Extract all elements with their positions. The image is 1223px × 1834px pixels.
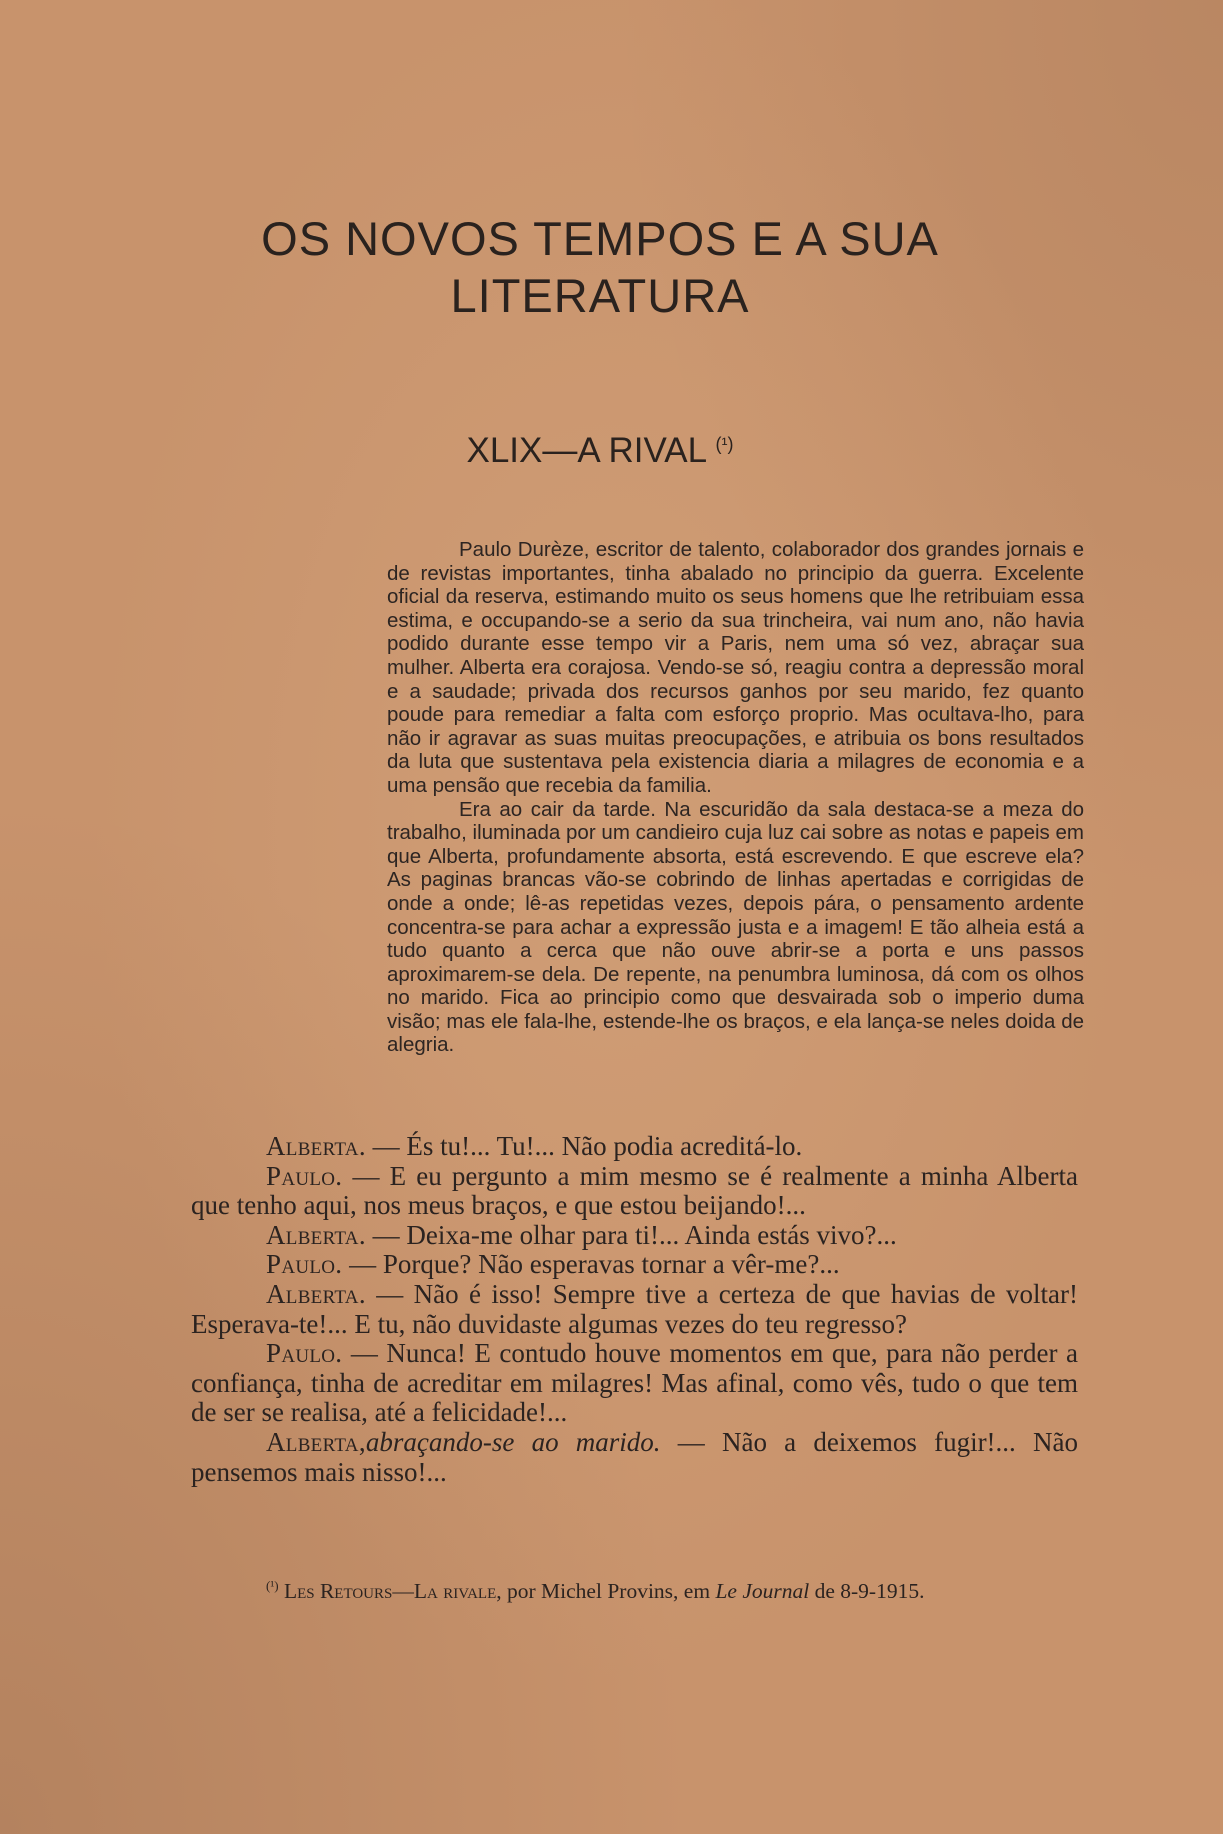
dialogue-text: — Porque? Não esperavas tornar a vêr-me?... xyxy=(342,1249,840,1280)
dialogue-line xyxy=(191,1428,1078,1487)
dialogue-line xyxy=(191,1280,1078,1339)
page-title xyxy=(200,210,1000,324)
dialogue-line xyxy=(191,1250,1078,1280)
speaker-name: Paulo. xyxy=(266,1338,343,1369)
dialogue-line xyxy=(191,1221,1078,1251)
speaker-name: Alberta. xyxy=(266,1278,366,1309)
dialogue-text: — E eu pergunto a mim mesmo se é realmente a minha Alberta que tenho aqui, nos meus braços, e que estou beijando!... xyxy=(191,1160,1078,1221)
footnote-journal: Le Journal xyxy=(715,1579,810,1603)
summary-paragraph: Era ao cair da tarde. Na escuridão da sala destaca-se a meza do trabalho, iluminada por um candieiro cuja luz cai sobre as notas e papeis em que Alberta, profundamente absorta, está escrevendo. E que escreve ela? As paginas brancas vão-se cobrindo de linhas apertadas e corrigidas de onde a onde; lê-as repetidas vezes, depois pára, o pensamento ardente concentra-se para achar a expressão justa e a imagem! E tão alheia está a tudo quanto a cerca que não ouve abrir-se a porta e uns passos aproximarem-se dela. De repente, na penumbra luminosa, dá com os olhos no marido. Fica ao principio como que desvairada sob o imperio duma visão; mas ele fala-lhe, estende-lhe os braços, e ela lança-se neles doida de alegria. xyxy=(387,797,1084,1057)
footnote-mark: (¹) xyxy=(266,1578,279,1593)
footnote-reference: (¹) xyxy=(715,434,734,454)
dialogue-line xyxy=(191,1339,1078,1428)
stage-direction: abraçando-se ao marido. xyxy=(365,1426,661,1457)
speaker-name: Alberta. xyxy=(266,1219,366,1250)
dialogue-text: — Deixa-me olhar para ti!... Ainda estás vivo?... xyxy=(365,1219,897,1250)
dialogue-line xyxy=(191,1162,1078,1221)
footnote-work-title: Les Retours—La rivale, xyxy=(283,1579,502,1603)
page-title-line-2: LITERATURA xyxy=(450,269,750,322)
chapter-title xyxy=(300,422,900,473)
dialogue xyxy=(191,1132,1078,1487)
speaker-name: Paulo. xyxy=(266,1160,343,1191)
speaker-name: Alberta, xyxy=(266,1426,366,1457)
dialogue-text: — Não a deixemos fugir!... Não pensemos mais nisso!... xyxy=(191,1426,1078,1487)
chapter-title-text: XLIX—A RIVAL xyxy=(466,431,706,470)
dialogue-line xyxy=(191,1132,1078,1162)
summary-paragraph: Paulo Durèze, escritor de talento, colaborador dos grandes jornais e de revistas importantes, tinha abalado no principio da guerra. Excelente oficial da reserva, estimando muito os seus homens que lhe retribuiam essa estima, e occupando-se a serio da sua trincheira, vai num ano, não havia podido durante esse tempo vir a Paris, nem uma só vez, abraçar sua mulher. Alberta era corajosa. Vendo-se só, reagiu contra a depressão moral e a saudade; privada dos recursos ganhos por seu marido, fez quanto poude para remediar a falta com esforço proprio. Mas ocultava-lho, para não ir agravar as suas muitas preocupações, e atribuia os bons resultados da luta que sustentava pela existencia diaria a milagres de economia e a uma pensão que recebia da familia. xyxy=(387,538,1084,797)
dialogue-text: — Não é isso! Sempre tive a certeza de que havias de voltar! Esperava-te!... E tu, não duvidaste algumas vezes do teu regresso? xyxy=(191,1278,1078,1339)
speaker-name: Paulo. xyxy=(266,1249,343,1280)
footnote-text xyxy=(188,1574,1073,1603)
speaker-name: Alberta. xyxy=(266,1131,366,1161)
dialogue-text: — Nunca! E contudo houve momentos em que, para não perder a confiança, tinha de acreditar em milagres! Mas afinal, como vês, tudo o que tem de ser se realisa, até a felicidade!... xyxy=(191,1338,1078,1428)
footnote-author: por Michel Provins, em xyxy=(501,1579,716,1603)
page-title-line-1: OS NOVOS TEMPOS E A SUA xyxy=(261,212,939,265)
summary-text xyxy=(387,538,1084,1057)
footnote xyxy=(188,1574,1073,1603)
dialogue-text: — És tu!... Tu!... Não podia acreditá-lo. xyxy=(365,1131,803,1161)
footnote-date: de 8-9-1915. xyxy=(809,1579,925,1603)
